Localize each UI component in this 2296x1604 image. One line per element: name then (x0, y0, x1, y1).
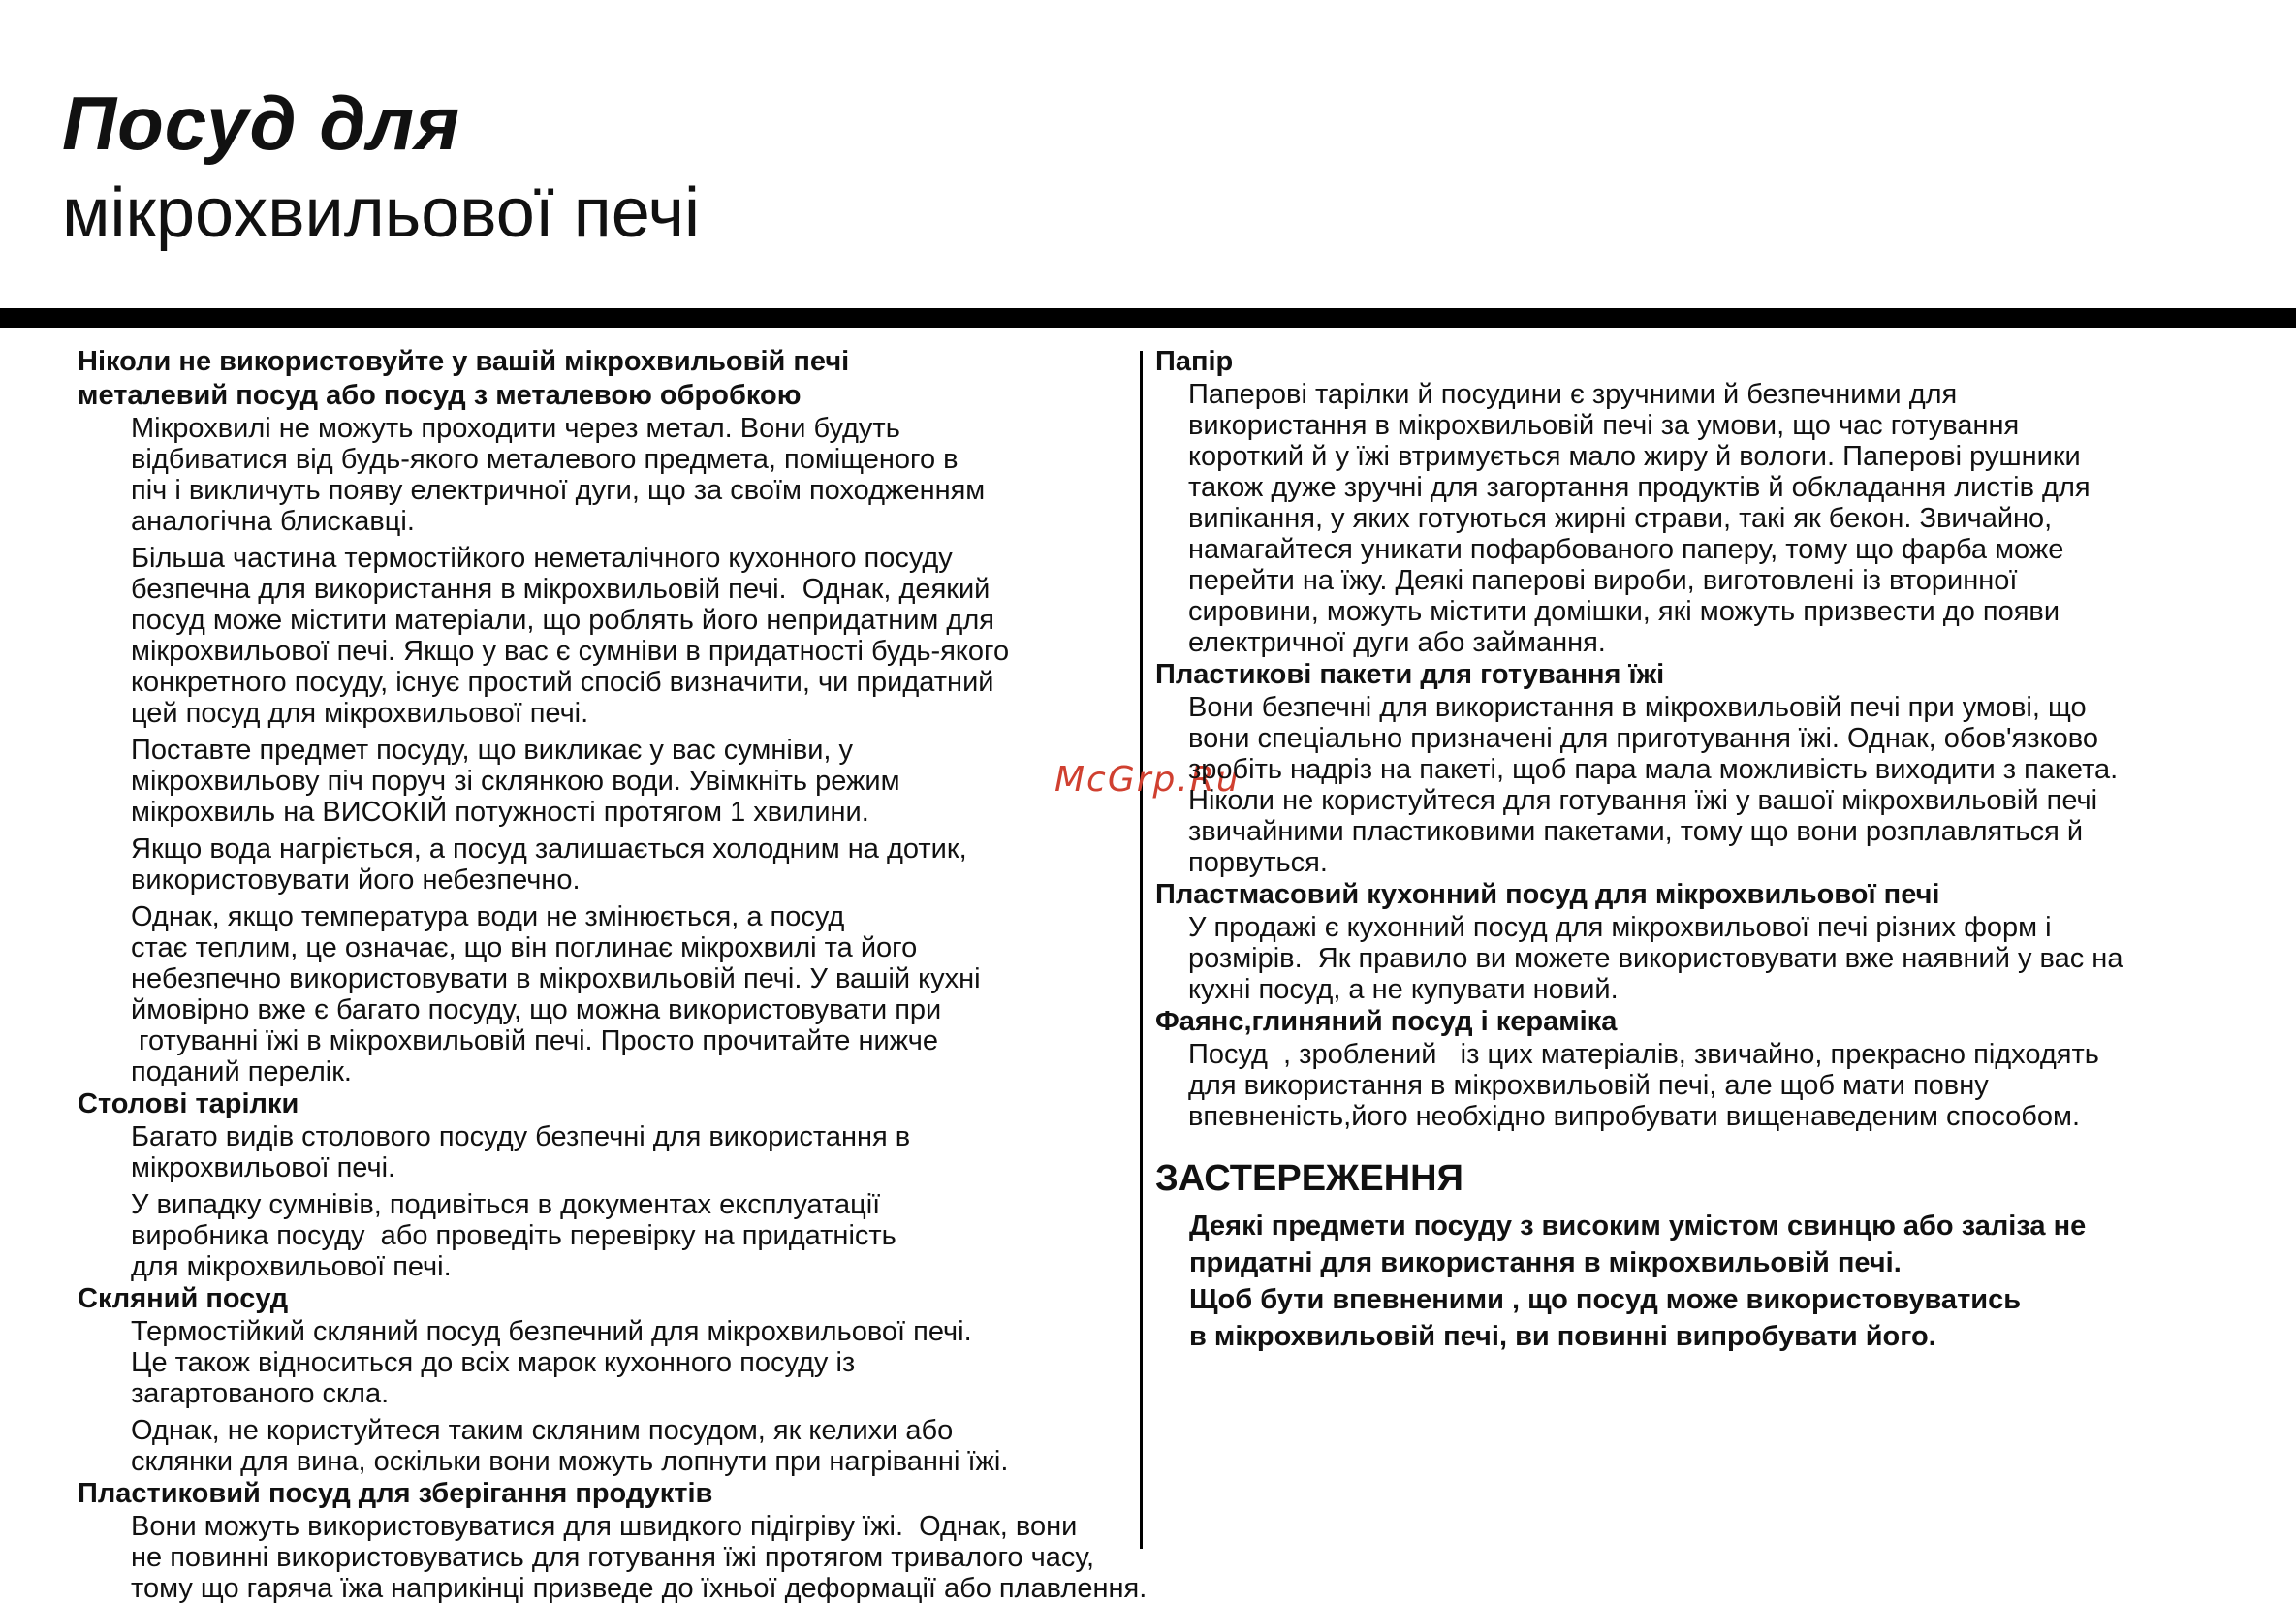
text-line: Більша частина термостійкого неметалічного кухонного посуду (131, 543, 953, 574)
text-line: зробіть надріз на пакеті, щоб пара мала можливість виходити з пакета. (1188, 754, 2119, 785)
text-line: аналогічна блискавці. (131, 506, 415, 537)
text-line: використовувати його небезпечно. (131, 865, 581, 896)
text-line: склянки для вина, оскільки вони можуть лопнути при нагріванні їжі. (131, 1446, 1009, 1477)
cooking-bags-heading: Пластикові пакети для готування їжі (1155, 659, 1665, 690)
title-line-1: Посуд для (62, 80, 461, 166)
text-line: розмірів. Як правило ви можете використовувати вже наявний у вас на (1188, 943, 2123, 974)
ceramics-paragraph (1188, 1039, 2202, 1132)
warning-paragraph (1189, 1208, 2202, 1355)
text-line: безпечна для використання в мікрохвильовій печі. Однак, деякий (131, 574, 991, 605)
text-line: посуд може містити матеріали, що роблять його непридатним для (131, 605, 994, 636)
text-line: цей посуд для мікрохвильової печі. (131, 698, 589, 729)
text-line: порвуться. (1188, 847, 1328, 878)
text-line: звичайними пластиковими пакетами, тому що вони розплавляться й (1188, 816, 2084, 847)
text-line: У продажі є кухонний посуд для мікрохвильової печі різних форм і (1188, 912, 2052, 943)
page-title (62, 80, 700, 252)
text-line: намагайтеся уникати пофарбованого паперу, тому що фарба може (1188, 534, 2064, 565)
metal-paragraph-1 (131, 413, 1105, 537)
text-line: Багато видів столового посуду безпечні для використання в (131, 1121, 911, 1152)
header-divider (0, 308, 2296, 328)
text-line: мікрохвильової печі. Якщо у вас є сумніви в придатності будь-якого (131, 636, 1010, 667)
text-line: стає теплим, це означає, що він поглинає мікрохвилі та його (131, 932, 918, 963)
plastic-storage-paragraph (131, 1511, 1148, 1604)
metal-paragraph-5 (131, 901, 1105, 1087)
column-divider (1140, 351, 1143, 1549)
text-line: Вони безпечні для використання в мікрохвильовій печі при умові, що (1188, 692, 2087, 723)
glassware-paragraph-2 (131, 1415, 1105, 1477)
text-line: Посуд , зроблений із цих матеріалів, звичайно, прекрасно підходять (1188, 1039, 2099, 1070)
text-line: Паперові тарілки й посудини є зручними й безпечними для (1188, 379, 1958, 410)
metal-heading (78, 345, 1105, 413)
metal-paragraph-4 (131, 833, 1105, 896)
plastic-cookware-paragraph (1188, 912, 2202, 1005)
text-line: Мікрохвилі не можуть проходити через метал. Вони будуть (131, 413, 900, 444)
text-line: У випадку сумнівів, подивіться в документах експлуатації (131, 1189, 881, 1220)
text-line: відбиватися від будь-якого металевого предмета, поміщеного в (131, 444, 959, 475)
metal-paragraph-3 (131, 735, 1105, 828)
text-line: поданий перелік. (131, 1056, 352, 1087)
text-line: металевий посуд або посуд з металевою обробкою (78, 380, 802, 411)
text-line: для використання в мікрохвильовій печі, але щоб мати повну (1188, 1070, 1989, 1101)
text-line: Якщо вода нагріється, а посуд залишається холодним на дотик, (131, 833, 967, 865)
text-line: впевненість,його необхідно випробувати вищенаведеним способом. (1188, 1101, 2081, 1132)
watermark: McGrp.Ru (1054, 760, 1241, 800)
text-line: вони спеціально призначені для приготування їжі. Однак, обов'язково (1188, 723, 2098, 754)
text-line: загартованого скла. (131, 1378, 390, 1409)
text-line: Однак, не користуйтеся таким скляним посудом, як келихи або (131, 1415, 954, 1446)
cooking-bags-paragraph (1188, 692, 2202, 878)
text-line: Ніколи не користуйтеся для готування їжі у вашої мікрохвильовій печі (1188, 785, 2098, 816)
text-line: тому що гаряча їжа наприкінці призведе до їхньої деформації або плавлення. (131, 1573, 1148, 1604)
metal-paragraph-2 (131, 543, 1105, 729)
text-line: не повинні використовуватись для готування їжі протягом тривалого часу, (131, 1542, 1095, 1573)
text-line: готуванні їжі в мікрохвильовій печі. Просто прочитайте нижче (131, 1025, 938, 1056)
warning-heading: ЗАСТЕРЕЖЕННЯ (1155, 1158, 1463, 1199)
text-line: використання в мікрохвильовій печі за умови, що час готування (1188, 410, 2020, 441)
text-line: Це також відноситься до всіх марок кухонного посуду із (131, 1347, 856, 1378)
glassware-paragraph-1 (131, 1316, 1105, 1409)
tableware-heading: Столові тарілки (78, 1088, 299, 1119)
text-line: електричної дуги або займання. (1188, 627, 1606, 658)
paper-paragraph (1188, 379, 2202, 658)
title-line-2: мікрохвильової печі (62, 174, 700, 252)
text-line: Ніколи не використовуйте у вашій мікрохвильовій печі (78, 346, 850, 377)
text-line: випікання, у яких готуються жирні страви, такі як бекон. Звичайно, (1188, 503, 2053, 534)
text-line: ймовірно вже є багато посуду, що можна використовувати при (131, 994, 942, 1025)
text-line: небезпечно використовувати в мікрохвильовій печі. У вашій кухні (131, 963, 981, 994)
text-line: виробника посуду або проведіть перевірку на придатність (131, 1220, 896, 1251)
text-line: сировини, можуть містити домішки, які можуть призвести до появи (1188, 596, 2060, 627)
right-column (1155, 345, 2202, 1355)
paper-heading: Папір (1155, 346, 1234, 377)
ceramics-heading: Фаянс,глиняний посуд і кераміка (1155, 1006, 1618, 1037)
plastic-storage-heading: Пластиковий посуд для зберігання продуктів (78, 1478, 713, 1509)
text-line: придатні для використання в мікрохвильовій печі. (1189, 1247, 1902, 1278)
text-line: також дуже зручні для загортання продуктів й обкладання листів для (1188, 472, 2091, 503)
text-line: для мікрохвильової печі. (131, 1251, 452, 1282)
glassware-heading: Скляний посуд (78, 1283, 289, 1314)
plastic-cookware-heading: Пластмасовий кухонний посуд для мікрохвильової печі (1155, 879, 1940, 910)
text-line: мікрохвильової печі. (131, 1152, 396, 1183)
text-line: Поставте предмет посуду, що викликає у вас сумніви, у (131, 735, 854, 766)
text-line: Вони можуть використовуватися для швидкого підігріву їжі. Однак, вони (131, 1511, 1078, 1542)
text-line: Однак, якщо температура води не змінюється, а посуд (131, 901, 845, 932)
text-line: кухні посуд, а не купувати новий. (1188, 974, 1619, 1005)
tableware-paragraph-1 (131, 1121, 1105, 1183)
text-line: піч і викличуть появу електричної дуги, що за своїм походженням (131, 475, 986, 506)
tableware-paragraph-2 (131, 1189, 1105, 1282)
text-line: Деякі предмети посуду з високим умістом свинцю або заліза не (1189, 1211, 2087, 1242)
text-line: Термостійкий скляний посуд безпечний для мікрохвильової печі. (131, 1316, 972, 1347)
text-line: конкретного посуду, існує простий спосіб визначити, чи придатний (131, 667, 994, 698)
text-line: перейти на їжу. Деякі паперові вироби, виготовлені із вторинної (1188, 565, 2018, 596)
text-line: короткий й у їжі втримується мало жиру й вологи. Паперові рушники (1188, 441, 2081, 472)
text-line: мікрохвильову піч поруч зі склянкою води. Увімкніть режим (131, 766, 900, 797)
text-line: Щоб бути впевненими , що посуд може використовуватись (1189, 1284, 2022, 1315)
text-line: мікрохвиль на ВИСОКІЙ потужності протягом 1 хвилини. (131, 797, 869, 828)
text-line: в мікрохвильовій печі, ви повинні випробувати його. (1189, 1321, 1936, 1352)
